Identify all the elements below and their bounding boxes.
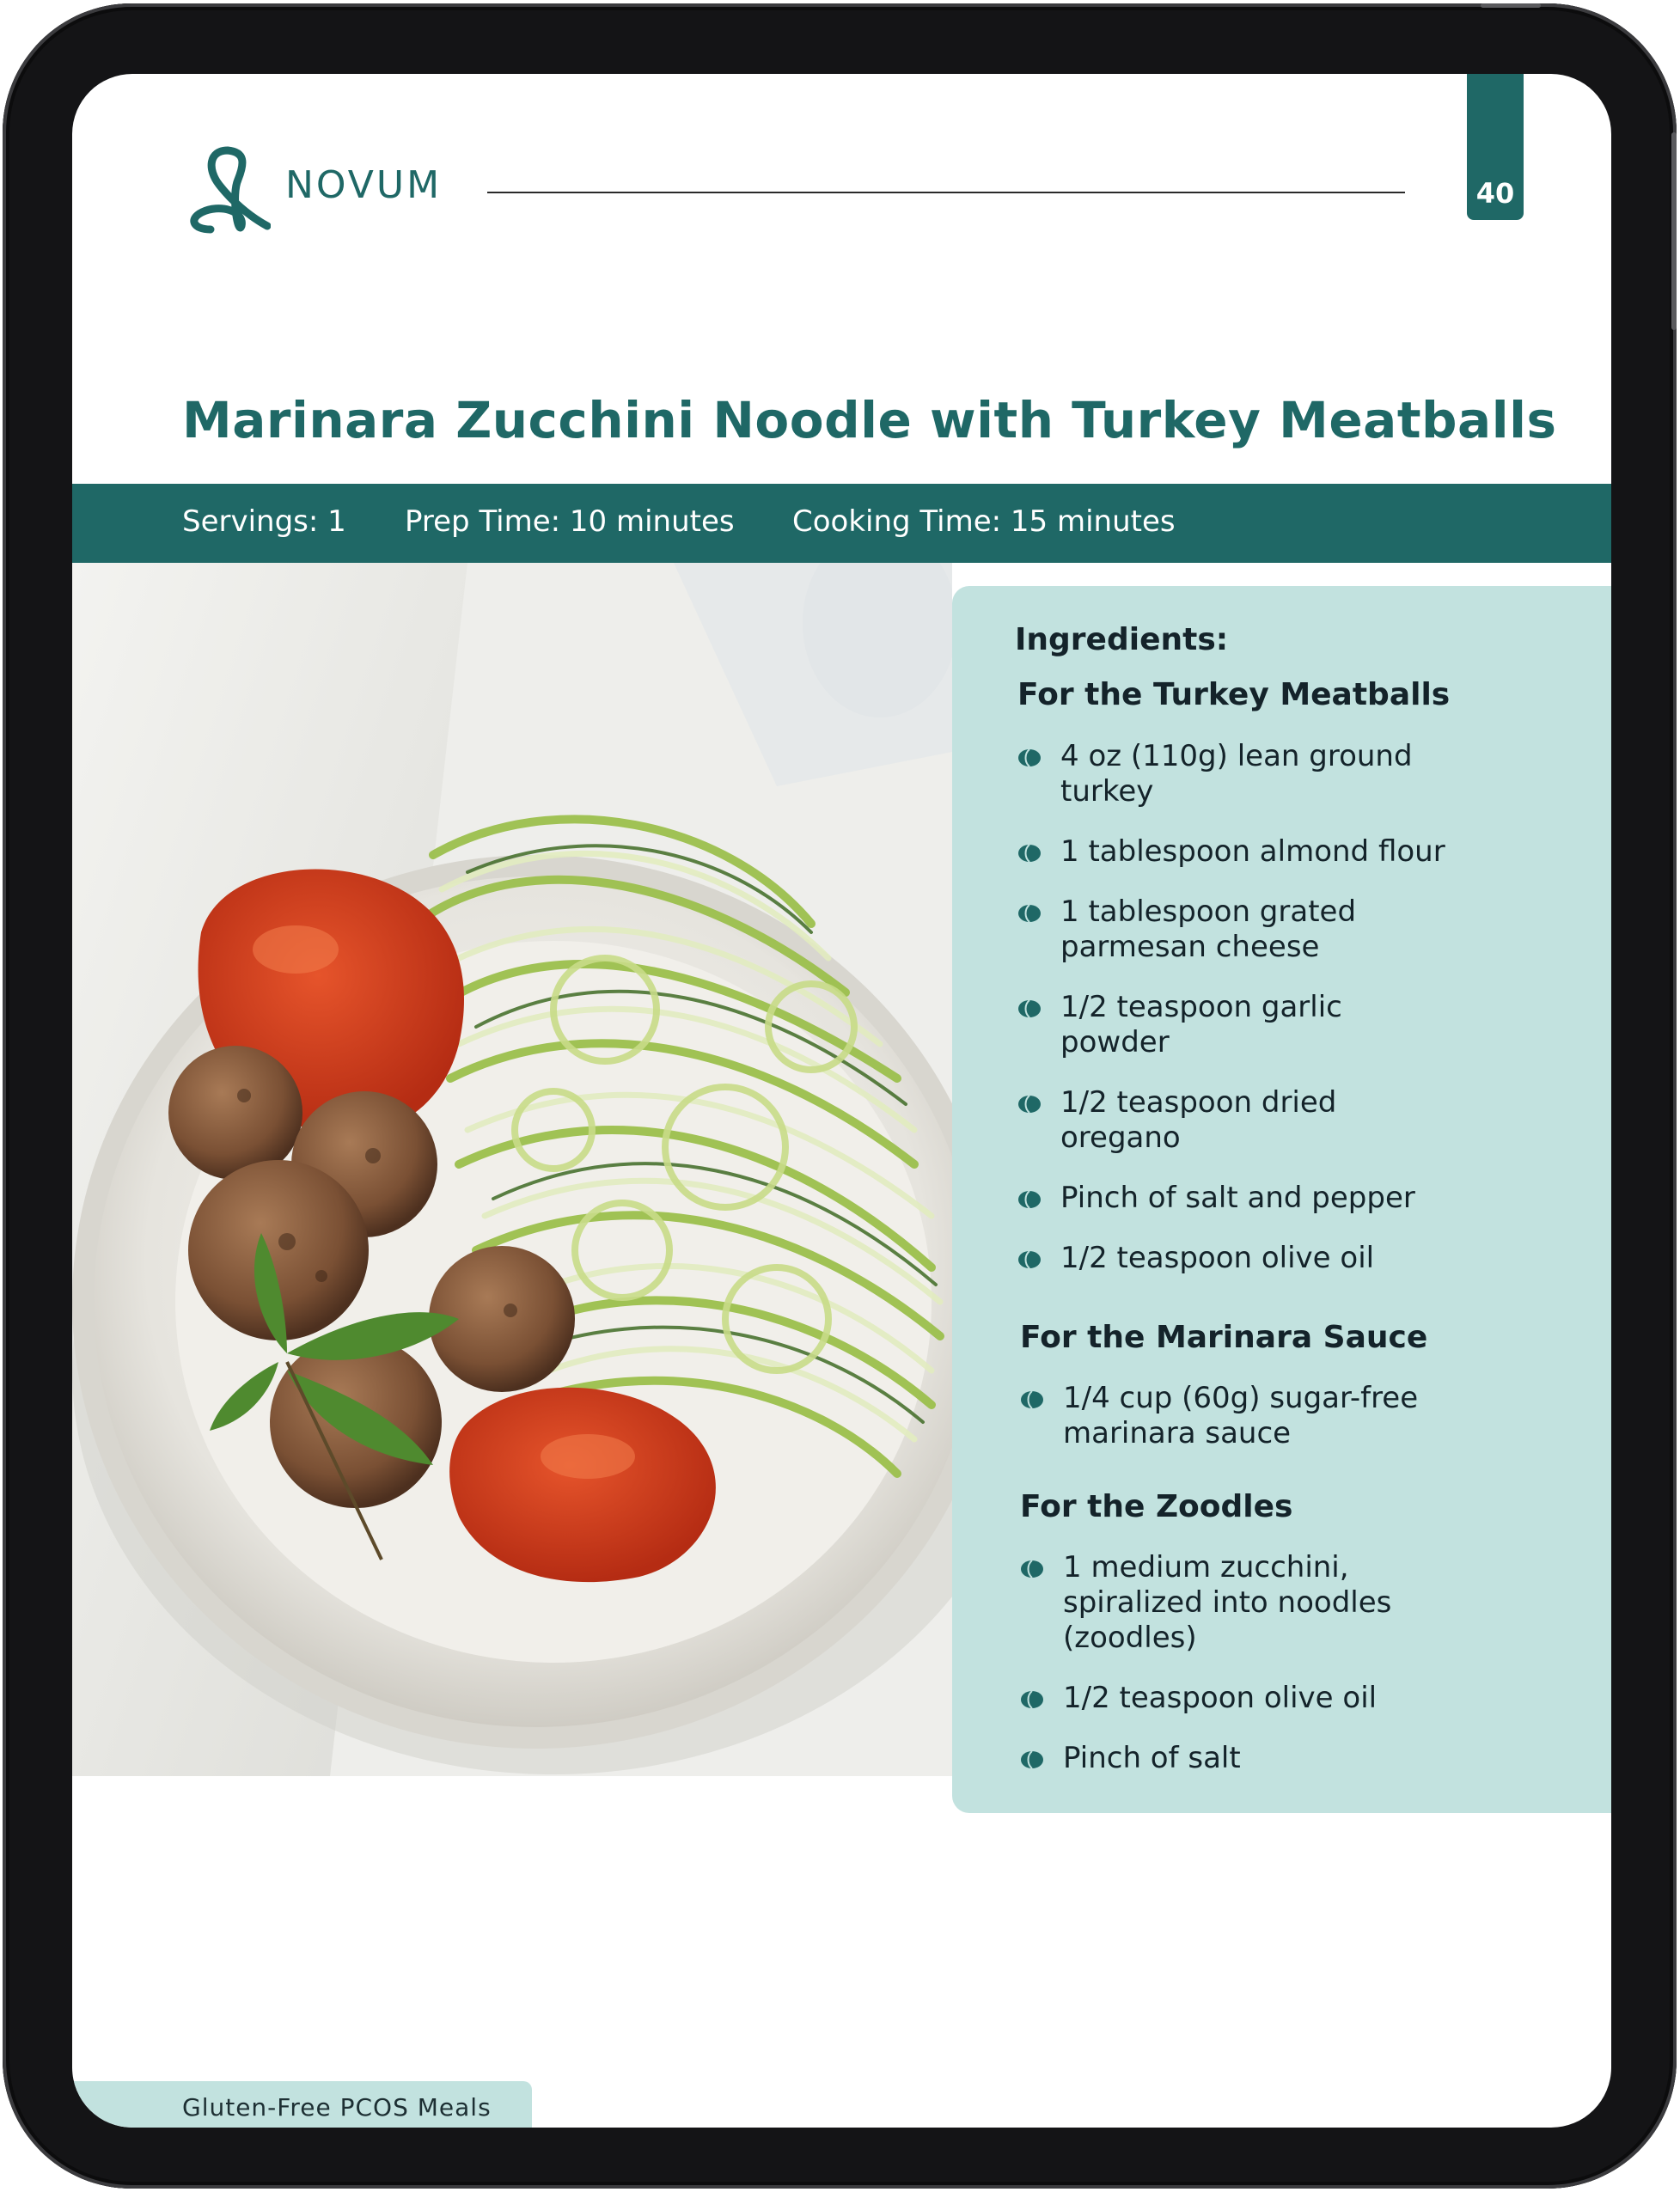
- ingredients-card: [952, 586, 1611, 1813]
- leaf-bullet-icon: [1017, 904, 1042, 923]
- list-item: [1020, 1550, 1415, 1656]
- header-divider: [487, 192, 1405, 193]
- leaf-bullet-icon: [1017, 999, 1042, 1018]
- list-item: [1017, 739, 1447, 809]
- ingredient-text: 1 tablespoon grated parmesan cheese: [1060, 895, 1357, 964]
- leaf-bullet-icon: [1017, 844, 1042, 863]
- top-button: [1481, 3, 1541, 8]
- brand-name: NOVUM: [285, 163, 443, 207]
- ingredient-text: 1/2 teaspoon olive oil: [1063, 1681, 1378, 1715]
- section-title-meatballs: For the Turkey Meatballs: [1017, 677, 1451, 712]
- zoodles-ingredient-list: [1020, 1550, 1415, 1776]
- list-item: [1017, 990, 1447, 1060]
- marinara-ingredient-list: [1020, 1381, 1450, 1451]
- list-item: [1020, 1381, 1450, 1451]
- leaf-bullet-icon: [1017, 1190, 1042, 1209]
- list-item: [1020, 1741, 1415, 1776]
- recipe-info-bar: [72, 484, 1611, 563]
- ingredient-text: 1 tablespoon almond flour: [1060, 834, 1445, 869]
- ingredient-text: 1/2 teaspoon olive oil: [1060, 1241, 1375, 1275]
- meatballs-zoodles-bowl-image: [72, 563, 952, 1776]
- tablet-frame: [3, 3, 1677, 2189]
- leaf-bullet-icon: [1020, 1750, 1044, 1769]
- leaf-bullet-icon: [1020, 1390, 1044, 1409]
- footer-label: Gluten-Free PCOS Meals: [182, 2093, 492, 2122]
- footer-tab: [72, 2081, 532, 2128]
- list-item: [1017, 1181, 1447, 1216]
- page-number: 40: [1475, 177, 1515, 210]
- ingredient-text: 4 oz (110g) lean ground turkey: [1060, 739, 1413, 809]
- ingredient-text: 1/2 teaspoon dried oregano: [1060, 1085, 1337, 1155]
- leaf-bullet-icon: [1017, 748, 1042, 767]
- recipe-page: [72, 74, 1611, 2128]
- ingredient-text: 1/2 teaspoon garlic powder: [1060, 990, 1342, 1059]
- list-item: [1017, 1241, 1447, 1276]
- leaf-bullet-icon: [1017, 1095, 1042, 1114]
- page-number-tab: [1467, 74, 1524, 220]
- section-title-zoodles: For the Zoodles: [1020, 1489, 1293, 1524]
- ingredient-text: Pinch of salt and pepper: [1060, 1181, 1415, 1215]
- ingredient-text: 1/4 cup (60g) sugar-free marinara sauce: [1063, 1381, 1419, 1450]
- ingredient-text: 1 medium zucchini, spiralized into noodles (zoodles): [1063, 1550, 1392, 1655]
- servings-label: Servings: 1: [182, 504, 346, 539]
- cooking-time-label: Cooking Time: 15 minutes: [792, 504, 1176, 539]
- recipe-photo: [72, 563, 952, 1776]
- novum-logo-icon: [185, 143, 271, 238]
- leaf-bullet-icon: [1017, 1250, 1042, 1269]
- ingredients-heading: Ingredients:: [1015, 622, 1229, 657]
- list-item: [1017, 895, 1447, 965]
- prep-time-label: Prep Time: 10 minutes: [405, 504, 735, 539]
- list-item: [1020, 1681, 1415, 1716]
- section-title-marinara: For the Marinara Sauce: [1020, 1320, 1428, 1355]
- recipe-title: Marinara Zucchini Noodle with Turkey Meatballs: [182, 391, 1557, 449]
- meatballs-ingredient-list: [1017, 739, 1447, 1276]
- ingredient-text: Pinch of salt: [1063, 1741, 1241, 1775]
- leaf-bullet-icon: [1020, 1690, 1044, 1709]
- side-button-top: [1671, 132, 1677, 330]
- list-item: [1017, 834, 1447, 870]
- list-item: [1017, 1085, 1447, 1156]
- leaf-bullet-icon: [1020, 1560, 1044, 1578]
